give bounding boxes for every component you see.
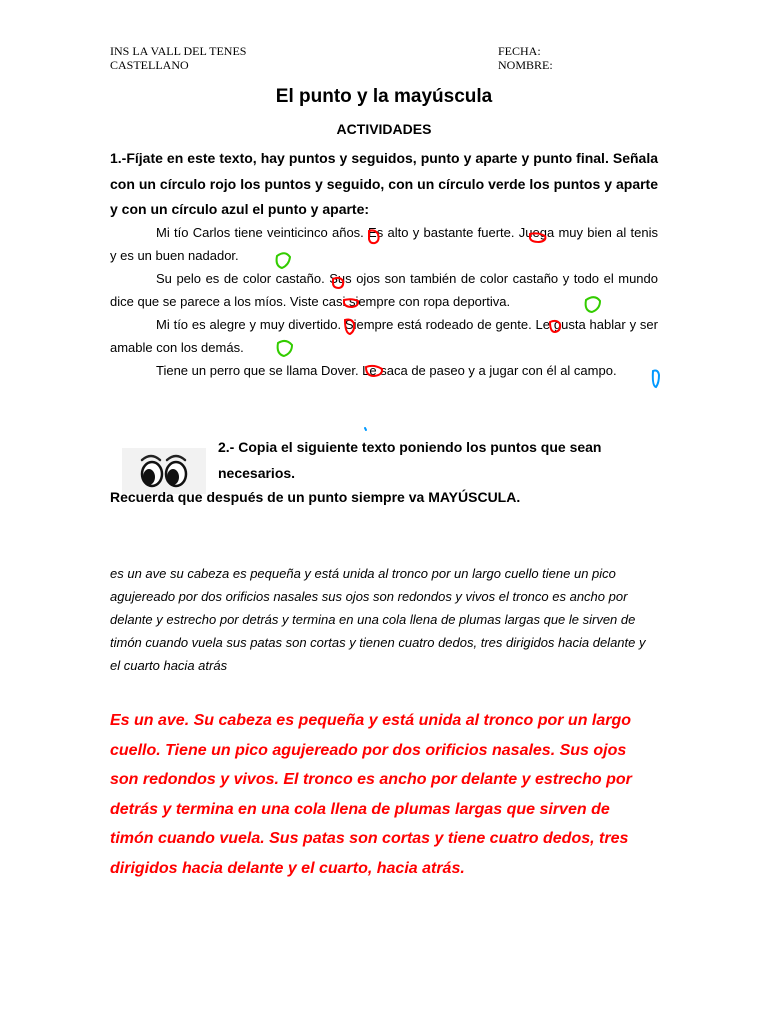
activity2-answer-text: Es un ave. Su cabeza es pequeña y está unida al tronco por un largo cuello. Tiene un pico agujereado por dos orificios nasales. Sus ojos son redondos y vivos. El tronco es ancho por delante y estrecho por detrás y termina en una cola llena de plumas largas que sirven de timón cuando vuela. Sus patas son cortas y tiene cuatro dedos, tres dirigidos hacia delante y el cuarto, hacia atrás. bbox=[110, 712, 632, 877]
activity2-instruction-line: necesarios. bbox=[218, 464, 296, 481]
page-title: El punto y la mayúscula bbox=[275, 86, 493, 107]
passage-paragraph: Su pelo es de color castaño. Sus ojos son también de color castaño y todo el mundo dice que se parece a los míos. Viste casi siempre con ropa deportiva. bbox=[110, 271, 658, 309]
activity2-instructions bbox=[218, 435, 658, 486]
passage-paragraph: Mi tío Carlos tiene veinticinco años. Es alto y bastante fuerte. Juega muy bien al tenis y es un buen nadador. bbox=[110, 225, 658, 263]
school-name: INS LA VALL DEL TENES bbox=[110, 44, 247, 58]
activity2-source-text: es un ave su cabeza es pequeña y está unida al tronco por un largo cuello tiene un pico agujereado por dos orificios nasales sus ojos son redondos y vivos el tronco es ancho por delante y estrecho por detrás y termina en una cola llena de plumas largas que le sirven de timón cuando vuela sus patas son cortas y tienen cuatro dedos, tres dirigidos hacia delante y el cuarto hacia atrás bbox=[110, 566, 646, 673]
activity1-instructions: 1.-Fíjate en este texto, hay puntos y seguidos, punto y aparte y punto final. Señala con un círculo rojo los puntos y seguido, con un círculo verde los puntos y aparte y con un círculo azul el punto y aparte: bbox=[110, 150, 658, 217]
activity2-instruction-line: 2.- Copia el siguiente texto poniendo los puntos que sean bbox=[218, 439, 602, 455]
section-title: ACTIVIDADES bbox=[336, 121, 432, 137]
header-right bbox=[498, 44, 553, 72]
passage-paragraph: Mi tío es alegre y muy divertido. Siempre está rodeado de gente. Le gusta hablar y ser amable con los demás. bbox=[110, 317, 658, 355]
activity2-reminder: Recuerda que después de un punto siempre va MAYÚSCULA. bbox=[110, 489, 521, 505]
subject-name: CASTELLANO bbox=[110, 58, 189, 72]
date-label: FECHA: bbox=[498, 44, 541, 58]
activity1-passage bbox=[110, 221, 658, 382]
name-label: NOMBRE: bbox=[498, 58, 553, 72]
blue-tick-mark bbox=[365, 428, 366, 430]
header-left bbox=[110, 44, 246, 72]
passage-paragraph: Tiene un perro que se llama Dover. Le saca de paseo y a jugar con él al campo. bbox=[156, 363, 617, 378]
